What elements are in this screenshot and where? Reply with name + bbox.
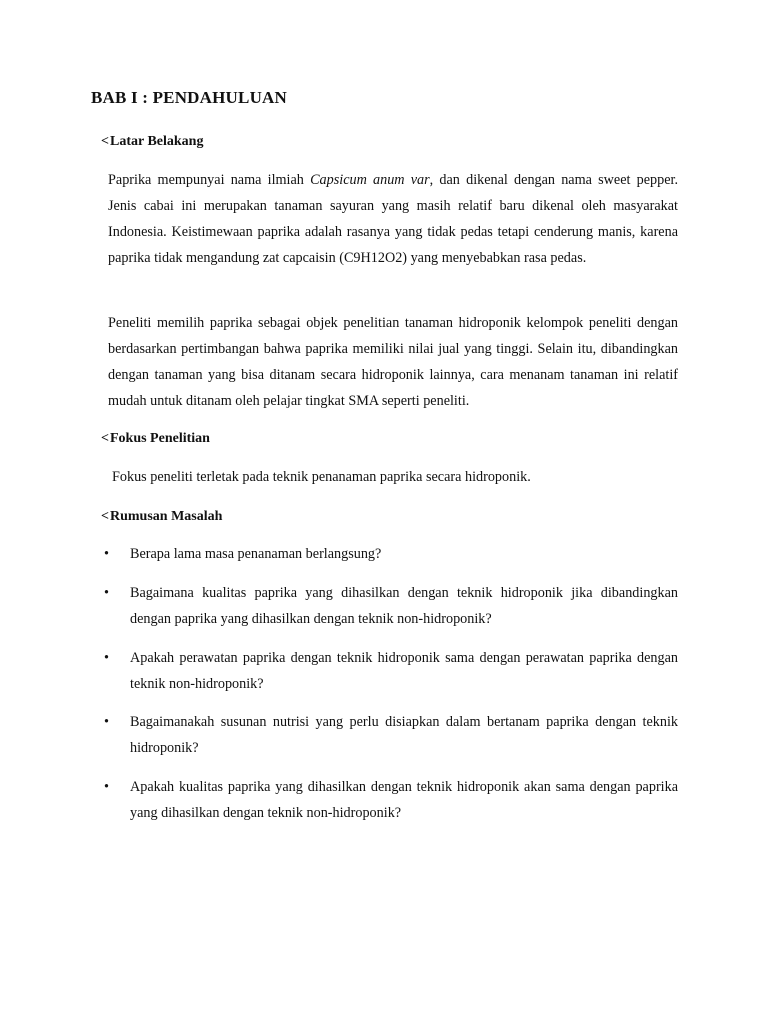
section-heading-latar-belakang (101, 134, 203, 150)
section-heading-fokus-penelitian (101, 431, 210, 447)
list-item (104, 645, 678, 697)
list-item-text: Berapa lama masa penanaman berlangsung? (130, 546, 382, 562)
section-heading-label: Fokus Penelitian (109, 431, 210, 446)
bullet-icon: • (104, 650, 109, 666)
arrow-marker-icon: < (101, 509, 109, 524)
bullet-icon: • (104, 779, 109, 795)
bullet-icon: • (104, 585, 109, 601)
list-item (104, 541, 678, 567)
list-item-text: Apakah kualitas paprika yang dihasilkan dengan teknik hidroponik akan sama dengan paprika yang dihasilkan dengan teknik non-hidroponik? (130, 779, 678, 821)
scientific-name: Capsicum anum var (310, 172, 430, 188)
list-item (104, 580, 678, 632)
section-heading-label: Rumusan Masalah (109, 509, 223, 524)
list-item-text: Bagaimanakah susunan nutrisi yang perlu disiapkan dalam bertanam paprika dengan teknik hidroponik? (130, 714, 678, 756)
paragraph-text: Paprika mempunyai nama ilmiah (108, 172, 311, 188)
bullet-icon: • (104, 714, 109, 730)
bullet-icon: • (104, 546, 109, 562)
arrow-marker-icon: < (101, 134, 109, 149)
list-item-text: Bagaimana kualitas paprika yang dihasilkan dengan teknik hidroponik jika dibandingkan dengan paprika yang dihasilkan dengan teknik non-hidroponik? (130, 585, 678, 627)
list-item (104, 774, 678, 826)
list-item (104, 709, 678, 761)
section-heading-rumusan-masalah (101, 509, 222, 525)
arrow-marker-icon: < (101, 431, 109, 446)
paragraph-latar-1 (108, 167, 678, 271)
paragraph-fokus: Fokus peneliti terletak pada teknik penanaman paprika secara hidroponik. (112, 469, 531, 485)
section-heading-label: Latar Belakang (109, 134, 204, 149)
paragraph-latar-2: Peneliti memilih paprika sebagai objek penelitian tanaman hidroponik kelompok peneliti dengan berdasarkan pertimbangan bahwa paprika memiliki nilai jual yang tinggi. Selain itu, dibandingkan dengan tanaman yang bisa ditanam secara hidroponik lainnya, cara menanam tanaman ini relatif mudah untuk ditanam oleh pelajar tingkat SMA seperti peneliti. (108, 315, 678, 409)
paragraph-text: , dan dikenal dengan nama sweet pepper. Jenis cabai ini merupakan tanaman sayuran yang masih relatif baru dikenal oleh masyarakat Indonesia. Keistimewaan paprika adalah rasanya yang tidak pedas tetapi cenderung manis, karena paprika tidak mengandung zat capcaisin (C9H12O2) yang menyebabkan rasa pedas. (108, 172, 678, 266)
list-item-text: Apakah perawatan paprika dengan teknik hidroponik sama dengan perawatan paprika dengan teknik non-hidroponik? (130, 650, 678, 692)
chapter-title: BAB I : PENDAHULUAN (91, 88, 288, 107)
